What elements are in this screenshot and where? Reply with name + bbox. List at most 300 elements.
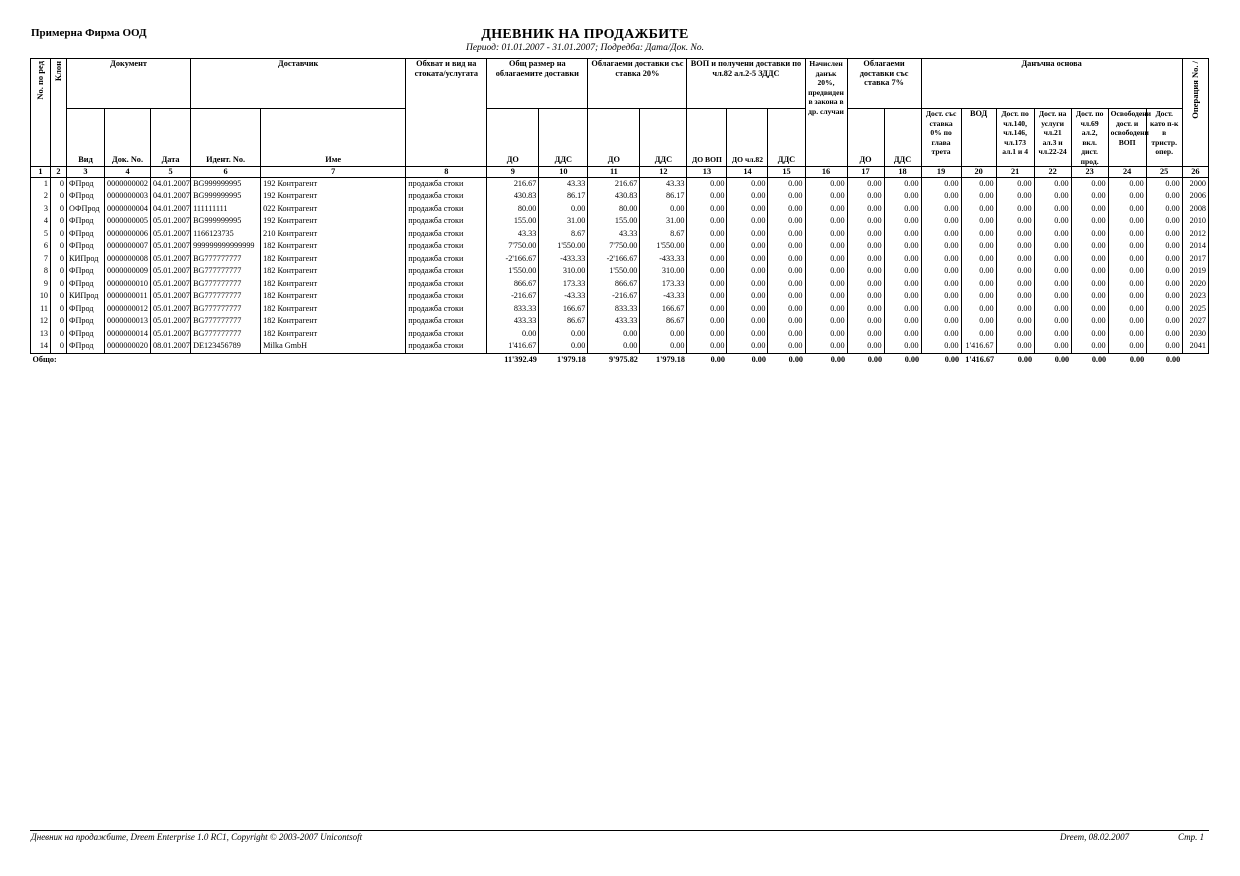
col-kind: Вид — [67, 109, 105, 167]
amount-cell: 0.00 — [961, 266, 996, 279]
date-cell: 05.01.2007 — [151, 316, 191, 329]
amount-cell: 43.33 — [487, 228, 539, 241]
kind-cell: ФПрод — [67, 266, 105, 279]
amount-cell: 80.00 — [588, 203, 640, 216]
amount-cell: 0.00 — [768, 303, 805, 316]
table-row — [31, 216, 1209, 229]
col-25: Дост. като п-к в тристр. опер. — [1146, 109, 1182, 167]
column-number: 14 — [727, 167, 768, 178]
date-cell: 05.01.2007 — [151, 253, 191, 266]
name-cell: 182 Контрагент — [261, 241, 406, 254]
amount-cell: 0.00 — [921, 228, 961, 241]
kind-cell: ФПрод — [67, 241, 105, 254]
amount-cell: 0.00 — [539, 341, 588, 354]
ident-cell: DE123456789 — [191, 341, 261, 354]
amount-cell: 43.33 — [539, 178, 588, 191]
operation-cell: 2014 — [1182, 241, 1208, 254]
date-cell: 05.01.2007 — [151, 291, 191, 304]
amount-cell: 0.00 — [1034, 303, 1071, 316]
amount-cell: 0.00 — [687, 191, 727, 204]
amount-cell: 0.00 — [921, 341, 961, 354]
amount-cell: 0.00 — [1146, 253, 1182, 266]
kind-cell: ФПрод — [67, 341, 105, 354]
amount-cell: 0.00 — [884, 228, 921, 241]
scope-cell: продажба стоки — [406, 178, 487, 191]
ident-cell: BG777777777 — [191, 266, 261, 279]
branch-cell: 0 — [51, 203, 67, 216]
amount-cell: 0.00 — [996, 316, 1034, 329]
branch-cell: 0 — [51, 328, 67, 341]
amount-cell: 866.67 — [588, 278, 640, 291]
column-number: 12 — [640, 167, 687, 178]
amount-cell: 0.00 — [805, 241, 847, 254]
amount-cell: 86.17 — [539, 191, 588, 204]
branch-cell: 0 — [51, 178, 67, 191]
amount-cell: 0.00 — [996, 241, 1034, 254]
amount-cell: 833.33 — [588, 303, 640, 316]
table-row — [31, 191, 1209, 204]
amount-cell: 1'550.00 — [588, 266, 640, 279]
amount-cell: 0.00 — [1034, 341, 1071, 354]
operation-cell: 2000 — [1182, 178, 1208, 191]
amount-cell: 0.00 — [768, 316, 805, 329]
column-number: 10 — [539, 167, 588, 178]
amount-cell: 0.00 — [884, 316, 921, 329]
amount-cell: 0.00 — [921, 328, 961, 341]
amount-cell: 173.33 — [640, 278, 687, 291]
amount-cell: 0.00 — [996, 203, 1034, 216]
row-no-cell: 14 — [31, 341, 51, 354]
amount-cell: 0.00 — [1108, 278, 1146, 291]
amount-cell: 216.67 — [487, 178, 539, 191]
amount-cell: 0.00 — [1071, 253, 1108, 266]
amount-cell: 0.00 — [884, 266, 921, 279]
col-do-11: ДО — [588, 109, 640, 167]
journal-title: ДНЕВНИК НА ПРОДАЖБИТЕ — [481, 27, 689, 42]
col-19: Дост. със ставка 0% по глава трета — [921, 109, 961, 167]
scope-cell: продажба стоки — [406, 341, 487, 354]
docno-cell: 0000000003 — [105, 191, 151, 204]
branch-cell: 0 — [51, 228, 67, 241]
amount-cell: 0.00 — [1034, 253, 1071, 266]
row-no-cell: 10 — [31, 291, 51, 304]
amount-cell: 0.00 — [687, 253, 727, 266]
name-cell: 182 Контрагент — [261, 328, 406, 341]
amount-cell: 0.00 — [727, 291, 768, 304]
amount-cell: 0.00 — [1108, 178, 1146, 191]
total-amount-cell: 0.00 — [944, 354, 960, 364]
amount-cell: 0.00 — [1108, 191, 1146, 204]
amount-cell: 0.00 — [687, 178, 727, 191]
name-cell: 192 Контрагент — [261, 178, 406, 191]
amount-cell: 0.00 — [961, 228, 996, 241]
total-operation-cell — [1182, 354, 1208, 367]
amount-cell: 0.00 — [884, 341, 921, 354]
col-tax-base: Данъчна основа — [921, 59, 1182, 109]
row-no-cell: 7 — [31, 253, 51, 266]
company-name: Примерна Фирма ООД — [31, 27, 147, 39]
table-row — [31, 328, 1209, 341]
row-no-cell: 4 — [31, 216, 51, 229]
amount-cell: 430.83 — [487, 191, 539, 204]
amount-cell: 0.00 — [884, 303, 921, 316]
name-cell: 182 Контрагент — [261, 303, 406, 316]
amount-cell: 0.00 — [961, 203, 996, 216]
table-row — [31, 253, 1209, 266]
amount-cell: 0.00 — [1146, 178, 1182, 191]
amount-cell: 0.00 — [727, 228, 768, 241]
col-24: Освободени дост. и освободени ВОП — [1108, 109, 1146, 167]
docno-cell: 0000000014 — [105, 328, 151, 341]
col-row-no: No. по ред — [31, 59, 51, 167]
col-vop: ВОП и получени доставки по чл.82 ал.2-5 ЗДДС — [687, 59, 805, 109]
docno-cell: 0000000008 — [105, 253, 151, 266]
col-docno: Док. No. — [105, 109, 151, 167]
amount-cell: 0.00 — [805, 191, 847, 204]
footer-divider — [30, 830, 1209, 831]
date-cell: 05.01.2007 — [151, 241, 191, 254]
col-date: Дата — [151, 109, 191, 167]
col-document: Документ — [67, 59, 191, 109]
amount-cell: 0.00 — [727, 203, 768, 216]
table-row — [31, 178, 1209, 191]
column-number: 3 — [67, 167, 105, 178]
amount-cell: 0.00 — [805, 278, 847, 291]
table-row — [31, 341, 1209, 354]
amount-cell: 0.00 — [727, 316, 768, 329]
kind-cell: ФПрод — [67, 303, 105, 316]
amount-cell: 1'550.00 — [487, 266, 539, 279]
scope-cell: продажба стоки — [406, 266, 487, 279]
amount-cell: 0.00 — [1034, 203, 1071, 216]
table-row — [31, 241, 1209, 254]
amount-cell: 0.00 — [588, 341, 640, 354]
amount-cell: 0.00 — [768, 178, 805, 191]
amount-cell: 0.00 — [847, 178, 884, 191]
amount-cell: 155.00 — [588, 216, 640, 229]
amount-cell: 0.00 — [961, 328, 996, 341]
amount-cell: 0.00 — [921, 216, 961, 229]
amount-cell: 0.00 — [996, 178, 1034, 191]
amount-cell: 0.00 — [996, 328, 1034, 341]
amount-cell: 0.00 — [805, 291, 847, 304]
amount-cell: 1'416.67 — [487, 341, 539, 354]
amount-cell: 166.67 — [640, 303, 687, 316]
amount-cell: 310.00 — [539, 266, 588, 279]
table-row — [31, 303, 1209, 316]
amount-cell: 0.00 — [1071, 316, 1108, 329]
col-dds-12: ДДС — [640, 109, 687, 167]
amount-cell: 0.00 — [640, 203, 687, 216]
amount-cell: 80.00 — [487, 203, 539, 216]
amount-cell: 173.33 — [539, 278, 588, 291]
amount-cell: 0.00 — [1108, 228, 1146, 241]
kind-cell: ФПрод — [67, 278, 105, 291]
col-do-9: ДО — [487, 109, 539, 167]
amount-cell: -2'166.67 — [588, 253, 640, 266]
row-no-cell: 6 — [31, 241, 51, 254]
amount-cell: 0.00 — [768, 328, 805, 341]
amount-cell: 0.00 — [1146, 266, 1182, 279]
col-20: ВОД — [961, 109, 996, 167]
amount-cell: 216.67 — [588, 178, 640, 191]
amount-cell: 0.00 — [884, 253, 921, 266]
kind-cell: КИПрод — [67, 253, 105, 266]
col-charged-tax: Начислен данък 20%, предвиден в закона в др. случаи — [805, 59, 847, 167]
branch-cell: 0 — [51, 191, 67, 204]
column-number: 7 — [261, 167, 406, 178]
amount-cell: 166.67 — [539, 303, 588, 316]
amount-cell: 0.00 — [961, 316, 996, 329]
table-row — [31, 228, 1209, 241]
col-do-17: ДО — [847, 109, 884, 167]
date-cell: 08.01.2007 — [151, 341, 191, 354]
amount-cell: 0.00 — [847, 303, 884, 316]
amount-cell: 0.00 — [921, 266, 961, 279]
total-amount-cell: 0.00 — [788, 354, 803, 364]
amount-cell: 86.67 — [539, 316, 588, 329]
amount-cell: 0.00 — [1146, 316, 1182, 329]
amount-cell: 0.00 — [805, 216, 847, 229]
amount-cell: 0.00 — [1034, 316, 1071, 329]
amount-cell: 0.00 — [768, 216, 805, 229]
column-number: 5 — [151, 167, 191, 178]
amount-cell: 0.00 — [921, 203, 961, 216]
amount-cell: 0.00 — [847, 191, 884, 204]
operation-cell: 2020 — [1182, 278, 1208, 291]
amount-cell: 433.33 — [588, 316, 640, 329]
amount-cell: 0.00 — [921, 191, 961, 204]
amount-cell: 0.00 — [961, 216, 996, 229]
col-dds-15: ДДС — [768, 109, 805, 167]
docno-cell: 0000000002 — [105, 178, 151, 191]
ident-cell: 1166123735 — [191, 228, 261, 241]
table-row — [31, 316, 1209, 329]
amount-cell: 0.00 — [727, 191, 768, 204]
amount-cell: 0.00 — [1034, 278, 1071, 291]
amount-cell: 0.00 — [847, 203, 884, 216]
branch-cell: 0 — [51, 241, 67, 254]
ident-cell: BG777777777 — [191, 291, 261, 304]
amount-cell: 0.00 — [847, 328, 884, 341]
column-number: 17 — [847, 167, 884, 178]
column-number: 18 — [884, 167, 921, 178]
amount-cell: 0.00 — [1071, 228, 1108, 241]
column-number: 24 — [1108, 167, 1146, 178]
amount-cell: 0.00 — [1146, 291, 1182, 304]
table-header — [31, 59, 1209, 178]
col-scope: Обхват и вид на стоката/услугата — [406, 59, 487, 167]
totals-row — [31, 354, 1209, 367]
footer-date: Dreem, 08.02.2007 — [1060, 832, 1130, 842]
amount-cell: 0.00 — [961, 191, 996, 204]
row-no-cell: 13 — [31, 328, 51, 341]
ident-cell: BG777777777 — [191, 303, 261, 316]
table-body — [31, 178, 1209, 354]
amount-cell: 0.00 — [996, 191, 1034, 204]
amount-cell: 0.00 — [1071, 303, 1108, 316]
amount-cell: 0.00 — [805, 178, 847, 191]
operation-cell: 2025 — [1182, 303, 1208, 316]
row-no-cell: 3 — [31, 203, 51, 216]
amount-cell: 0.00 — [1034, 191, 1071, 204]
amount-cell: 0.00 — [996, 266, 1034, 279]
amount-cell: 155.00 — [487, 216, 539, 229]
amount-cell: 0.00 — [996, 216, 1034, 229]
scope-cell: продажба стоки — [406, 191, 487, 204]
branch-cell: 0 — [51, 253, 67, 266]
amount-cell: 0.00 — [805, 203, 847, 216]
col-taxable-20: Облагаеми доставки със ставка 20% — [588, 59, 687, 109]
amount-cell: 0.00 — [996, 278, 1034, 291]
docno-cell: 0000000005 — [105, 216, 151, 229]
amount-cell: -2'166.67 — [487, 253, 539, 266]
scope-cell: продажба стоки — [406, 216, 487, 229]
amount-cell: 0.00 — [884, 241, 921, 254]
total-amount-cell: 0.00 — [1129, 354, 1145, 364]
amount-cell: 430.83 — [588, 191, 640, 204]
column-number: 26 — [1182, 167, 1208, 178]
amount-cell: 0.00 — [996, 228, 1034, 241]
table-row — [31, 203, 1209, 216]
name-cell: 022 Контрагент — [261, 203, 406, 216]
name-cell: Milka GmbH — [261, 341, 406, 354]
docno-cell: 0000000013 — [105, 316, 151, 329]
column-number: 22 — [1034, 167, 1071, 178]
total-amount-cell: 1'979.18 — [656, 354, 685, 364]
amount-cell: 0.00 — [1108, 303, 1146, 316]
amount-cell: 0.00 — [727, 278, 768, 291]
amount-cell: 0.00 — [1071, 266, 1108, 279]
amount-cell: 0.00 — [847, 266, 884, 279]
docno-cell: 0000000007 — [105, 241, 151, 254]
ident-cell: BG777777777 — [191, 278, 261, 291]
amount-cell: 0.00 — [687, 303, 727, 316]
amount-cell: 0.00 — [961, 303, 996, 316]
col-name: Име — [261, 109, 406, 167]
amount-cell: 0.00 — [687, 316, 727, 329]
amount-cell: 0.00 — [640, 328, 687, 341]
date-cell: 05.01.2007 — [151, 216, 191, 229]
amount-cell: 0.00 — [727, 341, 768, 354]
amount-cell: 0.00 — [1108, 316, 1146, 329]
operation-cell: 2017 — [1182, 253, 1208, 266]
operation-cell: 2030 — [1182, 328, 1208, 341]
col-dds-10: ДДС — [539, 109, 588, 167]
operation-cell: 2041 — [1182, 341, 1208, 354]
amount-cell: 0.00 — [727, 216, 768, 229]
operation-cell: 2012 — [1182, 228, 1208, 241]
amount-cell: 0.00 — [921, 291, 961, 304]
column-number: 6 — [191, 167, 261, 178]
kind-cell: ФПрод — [67, 191, 105, 204]
amount-cell: 0.00 — [687, 341, 727, 354]
totals-label: Общо: — [32, 354, 57, 364]
row-no-cell: 5 — [31, 228, 51, 241]
amount-cell: 0.00 — [1108, 253, 1146, 266]
branch-cell: 0 — [51, 341, 67, 354]
amount-cell: 0.00 — [640, 341, 687, 354]
column-number: 9 — [487, 167, 539, 178]
date-cell: 04.01.2007 — [151, 178, 191, 191]
amount-cell: 0.00 — [805, 266, 847, 279]
col-do-vop: ДО ВОП — [687, 109, 727, 167]
column-number: 13 — [687, 167, 727, 178]
table-row — [31, 278, 1209, 291]
amount-cell: 0.00 — [1071, 191, 1108, 204]
name-cell: 182 Контрагент — [261, 278, 406, 291]
amount-cell: 0.00 — [727, 266, 768, 279]
amount-cell: 0.00 — [921, 303, 961, 316]
amount-cell: 0.00 — [805, 253, 847, 266]
period-subtitle: Период: 01.01.2007 - 31.01.2007; Подредба: Дата/Док. No. — [465, 43, 704, 53]
date-cell: 05.01.2007 — [151, 328, 191, 341]
scope-cell: продажба стоки — [406, 253, 487, 266]
row-no-cell: 12 — [31, 316, 51, 329]
kind-cell: ФПрод — [67, 216, 105, 229]
kind-cell: ФПрод — [67, 316, 105, 329]
col-dds-18: ДДС — [884, 109, 921, 167]
total-amount-cell: 1'416.67 — [965, 354, 995, 364]
column-number: 15 — [768, 167, 805, 178]
col-total-taxable: Общ размер на облагаемите доставки — [487, 59, 588, 109]
column-number: 19 — [921, 167, 961, 178]
branch-cell: 0 — [51, 316, 67, 329]
amount-cell: 0.00 — [961, 241, 996, 254]
amount-cell: 0.00 — [1108, 216, 1146, 229]
amount-cell: 0.00 — [961, 253, 996, 266]
amount-cell: 0.00 — [768, 266, 805, 279]
amount-cell: 0.00 — [1071, 291, 1108, 304]
amount-cell: 0.00 — [847, 216, 884, 229]
date-cell: 04.01.2007 — [151, 191, 191, 204]
operation-cell: 2019 — [1182, 266, 1208, 279]
col-22: Дост. на услуги чл.21 ал.3 и чл.22-24 — [1034, 109, 1071, 167]
total-amount-cell: 9'975.82 — [609, 354, 638, 364]
column-number: 21 — [996, 167, 1034, 178]
name-cell: 182 Контрагент — [261, 266, 406, 279]
scope-cell: продажба стоки — [406, 203, 487, 216]
amount-cell: 0.00 — [1146, 328, 1182, 341]
total-amount-cell: 11'392.49 — [504, 354, 537, 364]
amount-cell: 0.00 — [1146, 228, 1182, 241]
amount-cell: 0.00 — [884, 291, 921, 304]
amount-cell: 0.00 — [1071, 278, 1108, 291]
branch-cell: 0 — [51, 291, 67, 304]
amount-cell: 0.00 — [1108, 341, 1146, 354]
total-amount-cell: 0.00 — [710, 354, 725, 364]
amount-cell: 0.00 — [539, 203, 588, 216]
amount-cell: 0.00 — [687, 241, 727, 254]
sales-journal-table — [30, 58, 1209, 366]
amount-cell: 0.00 — [768, 203, 805, 216]
amount-cell: 0.00 — [996, 291, 1034, 304]
ident-cell: BG999999995 — [191, 178, 261, 191]
amount-cell: 0.00 — [996, 303, 1034, 316]
docno-cell: 0000000010 — [105, 278, 151, 291]
col-branch: Клон — [51, 59, 67, 167]
amount-cell: 0.00 — [768, 253, 805, 266]
operation-cell: 2008 — [1182, 203, 1208, 216]
col-21: Дост. по чл.140, чл.146, чл.173 ал.1 и 4 — [996, 109, 1034, 167]
amount-cell: 0.00 — [727, 328, 768, 341]
amount-cell: 0.00 — [996, 341, 1034, 354]
row-no-cell: 11 — [31, 303, 51, 316]
amount-cell: 0.00 — [727, 303, 768, 316]
amount-cell: 0.00 — [1146, 241, 1182, 254]
amount-cell: 0.00 — [1108, 241, 1146, 254]
amount-cell: 0.00 — [1071, 216, 1108, 229]
